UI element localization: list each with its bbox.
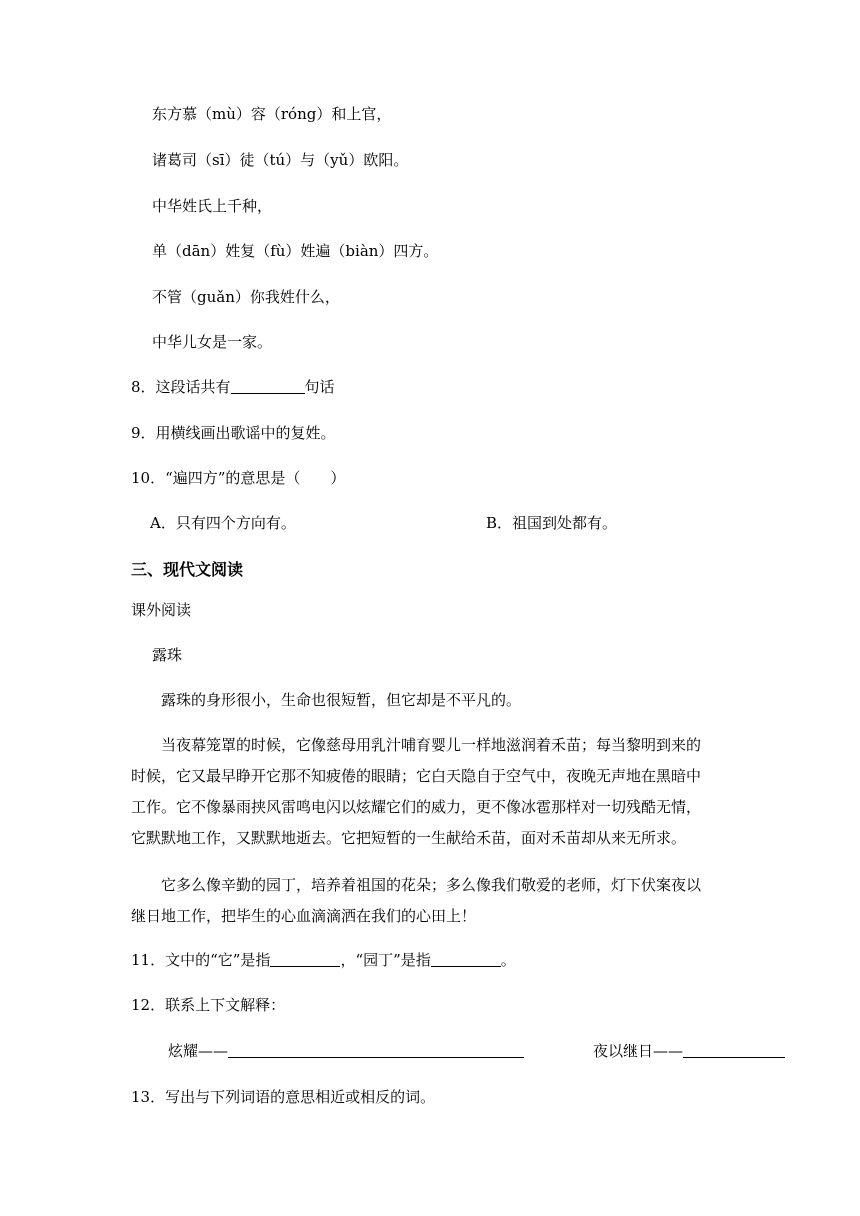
term-2-label: 夜以继日—— [593,1042,684,1060]
poem-line-5: 不管（guǎn）你我姓什么， [152,288,340,306]
poem-line-6: 中华儿女是一家。 [152,333,273,351]
answer-blank[interactable] [228,1042,524,1058]
question-8 [131,377,335,397]
answer-blank[interactable] [683,1042,785,1058]
essay-line: 时候，它又最早睁开它那不知疲倦的眼睛；它白天隐自于空气中，夜晚无声地在黑暗中 [131,767,702,785]
essay-paragraph-3 [131,870,731,932]
section-heading: 三、现代文阅读 [131,560,244,579]
question-8-tail: 句话 [304,378,335,396]
poem-line-1: 东方慕（mù）容（róng）和上官， [152,105,392,123]
question-9: 9．用横线画出歌谣中的复姓。 [131,424,336,442]
question-11-mid: ，“园丁”是指 [340,951,431,969]
question-13: 13．写出与下列词语的意思相近或相反的词。 [131,1088,436,1106]
essay-line: 工作。它不像暴雨挟风雷鸣电闪以炫耀它们的威力，更不像冰雹那样对一切残酷无情， [131,798,702,816]
question-12: 12．联系上下文解释： [131,996,286,1014]
answer-blank[interactable] [270,951,340,967]
poem-line-2: 诸葛司（sī）徒（tú）与（yǔ）欧阳。 [152,151,409,169]
essay-title: 露珠 [152,646,183,664]
option-a[interactable]: A．只有四个方向有。 [150,514,296,532]
essay-line: 当夜幕笼罩的时候，它像慈母用乳汁哺育婴儿一样地滋润着禾苗；每当黎明到来的 [161,736,702,754]
essay-line: 继日地工作，把毕生的心血滴滴洒在我们的心田上！ [131,907,477,925]
essay-paragraph-1: 露珠的身形很小，生命也很短暂，但它却是不平凡的。 [161,691,522,709]
essay-line: 它默默地工作，又默默地逝去。它把短暂的一生献给禾苗，面对禾苗却从来无所求。 [131,829,687,847]
section-subheading: 课外阅读 [131,601,192,619]
poem-line-4: 单（dān）姓复（fù）姓遍（biàn）四方。 [152,242,439,260]
essay-line: 它多么像辛勤的园丁，培养着祖国的花朵；多么像我们敬爱的老师，灯下伏案夜以 [161,876,702,894]
term-2 [593,1041,785,1061]
answer-blank[interactable] [231,378,305,394]
question-11 [131,950,516,970]
answer-blank[interactable] [431,951,501,967]
question-10: 10．“遍四方”的意思是（ ） [131,469,346,487]
essay-paragraph-2 [131,730,731,854]
question-11-stem: 11．文中的“它”是指 [131,951,271,969]
question-11-tail: 。 [500,951,516,969]
term-1-label: 炫耀—— [168,1042,229,1060]
question-8-stem: 8．这段话共有 [131,378,231,396]
poem-line-3: 中华姓氏上千种， [152,197,273,215]
option-b[interactable]: B．祖国到处都有。 [486,514,618,532]
term-1 [168,1041,524,1061]
